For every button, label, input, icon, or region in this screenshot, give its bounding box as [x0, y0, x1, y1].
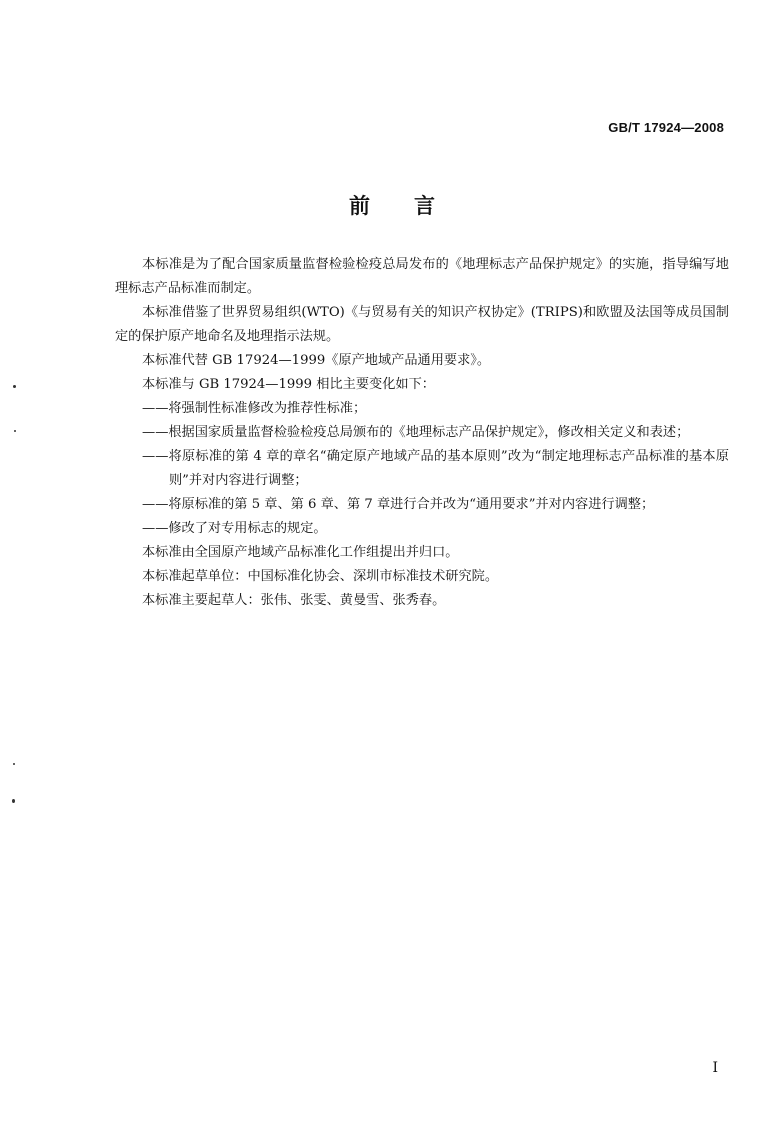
standard-code: GB/T 17924—2008 — [608, 120, 724, 135]
foreword-body — [115, 253, 729, 613]
change-item: ——将原标准的第 5 章、第 6 章、第 7 章进行合并改为“通用要求”并对内容进行调整； — [142, 497, 655, 512]
paragraph-proposer: 本标准由全国原产地域产品标准化工作组提出并归口。 — [142, 545, 459, 560]
paragraph-purpose: 本标准是为了配合国家质量监督检验检疫总局发布的《地理标志产品保护规定》的实施，指导编写地理标志产品标准而制定。 — [115, 257, 729, 296]
change-item: ——将原标准的第 4 章的章名“确定原产地域产品的基本原则”改为“制定地理标志产品标准的基本原则”并对内容进行调整； — [142, 449, 729, 488]
paragraph-reference: 本标准借鉴了世界贸易组织(WTO)《与贸易有关的知识产权协定》(TRIPS)和欧盟及法国等成员国制定的保护原产地命名及地理指示法规。 — [115, 305, 729, 344]
paragraph-drafters: 本标准主要起草人：张伟、张雯、黄曼雪、张秀春。 — [142, 593, 446, 608]
paragraph-drafting-units: 本标准起草单位：中国标准化协会、深圳市标准技术研究院。 — [142, 569, 499, 584]
scan-speck — [13, 385, 16, 388]
change-item: ——修改了对专用标志的规定。 — [142, 521, 327, 536]
paragraph-replaces: 本标准代替 GB 17924—1999《原产地域产品通用要求》。 — [142, 353, 491, 368]
change-item: ——根据国家质量监督检验检疫总局颁布的《地理标志产品保护规定》，修改相关定义和表述； — [142, 425, 690, 440]
scan-speck — [12, 799, 15, 803]
page-title: 前言 — [349, 194, 479, 218]
change-item: ——将强制性标准修改为推荐性标准； — [142, 401, 367, 416]
page-number: I — [712, 1060, 718, 1076]
scan-speck — [13, 763, 15, 765]
paragraph-changes-intro: 本标准与 GB 17924—1999 相比主要变化如下： — [142, 377, 435, 392]
scan-speck — [14, 430, 16, 432]
